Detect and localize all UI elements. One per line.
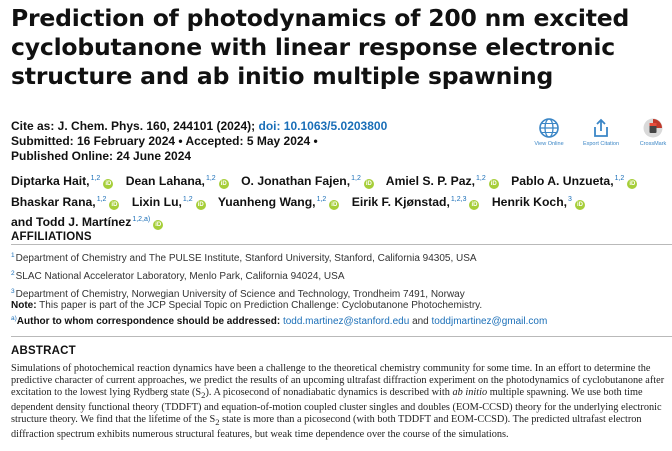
crossmark-label: CrossMark — [639, 141, 667, 147]
author[interactable]: Dean Lahana,$^{1,2}$iD — [125, 174, 227, 188]
divider — [11, 336, 672, 337]
orcid-icon[interactable]: iD — [365, 181, 372, 187]
export-citation-label: Export Citation — [582, 141, 620, 147]
author[interactable]: O. Jonathan Fajen,$^{1,2}$iD — [241, 174, 372, 188]
orcid-icon[interactable]: iD — [105, 181, 112, 187]
orcid-icon[interactable]: iD — [111, 201, 118, 208]
affiliations-heading: AFFILIATIONS — [11, 231, 92, 243]
crossmark-button[interactable] — [631, 117, 672, 147]
email-link[interactable]: todd.martinez@stanford.edu — [282, 315, 410, 327]
affiliations-list — [11, 248, 477, 302]
author[interactable]: Lixin Lu,$^{1,2}$iD — [131, 194, 204, 209]
orcid-icon[interactable]: iD — [490, 181, 497, 187]
view-online-label: View Online — [534, 141, 564, 147]
author[interactable]: and Todd J. Martínez$^{1,2,a)}$iD — [11, 215, 162, 229]
crossmark-icon — [642, 117, 664, 139]
correspondence-note: $^{a)}$Author to whom correspondence should be addressed: todd.martinez@stanford.edu and toddjmartinez@gmail.com — [11, 314, 548, 327]
author[interactable]: Yuanheng Wang,$^{1,2}$iD — [217, 194, 338, 209]
affiliation-item: $^1$Department of Chemistry and The PULSE Institute, Stanford University, Stanford, California 94305, USA — [11, 252, 477, 264]
author[interactable]: Eirik F. Kjønstad,$^{1,2,3}$iD — [351, 194, 478, 209]
export-icon — [590, 117, 612, 139]
abstract-text: Simulations of photochemical reaction dynamics have been a challenge to the theoretical chemistry community for some time. In an effort to determine the predictive character of current approaches, we predict the results of an upcoming ultrafast diffraction experiment on the photodynamics of cyclobutanone after excitation to the lowest lying Rydberg state $(S_2)$. A picosecond of nonadiabatic dynamics is described with ab initio multiple spawning. We use both time dependent density functional theory (TDDFT) and equation-of-motion coupled cluster singles and doubles (EOM-CCSD) theory for the underlying electronic structure theory. We find that the lifetime of the $S_2$ state is more than a picosecond (with both TDDFT and EOM-CCSD). The predicted ultrafast electron diffraction spectrum exhibits numerous structural features, but weak time dependence over the course of the simulations. — [11, 363, 665, 440]
orcid-icon[interactable]: iD — [197, 201, 204, 208]
citation-block — [11, 119, 387, 164]
author[interactable]: Henrik Koch,$^3$iD — [491, 194, 583, 209]
doi-link[interactable]: doi: 10.1063/5.0203800 — [258, 119, 388, 133]
orcid-icon[interactable]: iD — [331, 201, 338, 208]
affiliation-item: $^2$SLAC National Accelerator Laboratory, Menlo Park, California 94024, USA — [11, 270, 345, 282]
author-list — [11, 170, 671, 232]
author[interactable]: Bhaskar Rana,$^{1,2}$iD — [11, 194, 118, 209]
published-text: Published Online: 24 June 2024 — [11, 149, 192, 163]
special-topic-note: Note: This paper is part of the JCP Special Topic on Prediction Challenge: Cyclobutanone Photochemistry. — [11, 300, 483, 311]
affiliation-item: $^3$Department of Chemistry, Norwegian University of Science and Technology, Trondheim 7491, Norway — [11, 288, 465, 300]
email-link[interactable]: toddjmartinez@gmail.com — [431, 315, 548, 327]
export-citation-button[interactable] — [579, 117, 623, 147]
article-actions — [527, 117, 672, 153]
article-title: Prediction of photodynamics of 200 nm excited cyclobutanone with linear response electronic structure and ab initio multiple spawning — [11, 4, 630, 90]
author[interactable]: Amiel S. P. Paz,$^{1,2}$iD — [385, 174, 497, 188]
orcid-icon[interactable]: iD — [576, 201, 583, 208]
abstract-heading: ABSTRACT — [11, 345, 76, 357]
orcid-icon[interactable]: iD — [629, 181, 636, 187]
view-online-button[interactable] — [527, 117, 571, 147]
author[interactable]: Diptarka Hait,$^{1,2}$iD — [11, 174, 112, 188]
globe-icon — [538, 117, 560, 139]
orcid-icon[interactable]: iD — [471, 201, 478, 208]
orcid-icon[interactable]: iD — [220, 181, 227, 187]
cite-as-text: Cite as: J. Chem. Phys. 160, 244101 (2024); — [11, 119, 256, 133]
orcid-icon[interactable]: iD — [155, 222, 162, 228]
submitted-text: Submitted: 16 February 2024 • Accepted: 5 May 2024 • — [11, 134, 318, 148]
notes-block — [11, 300, 547, 328]
author[interactable]: Pablo A. Unzueta,$^{1,2}$iD — [511, 174, 636, 188]
divider — [11, 244, 672, 245]
